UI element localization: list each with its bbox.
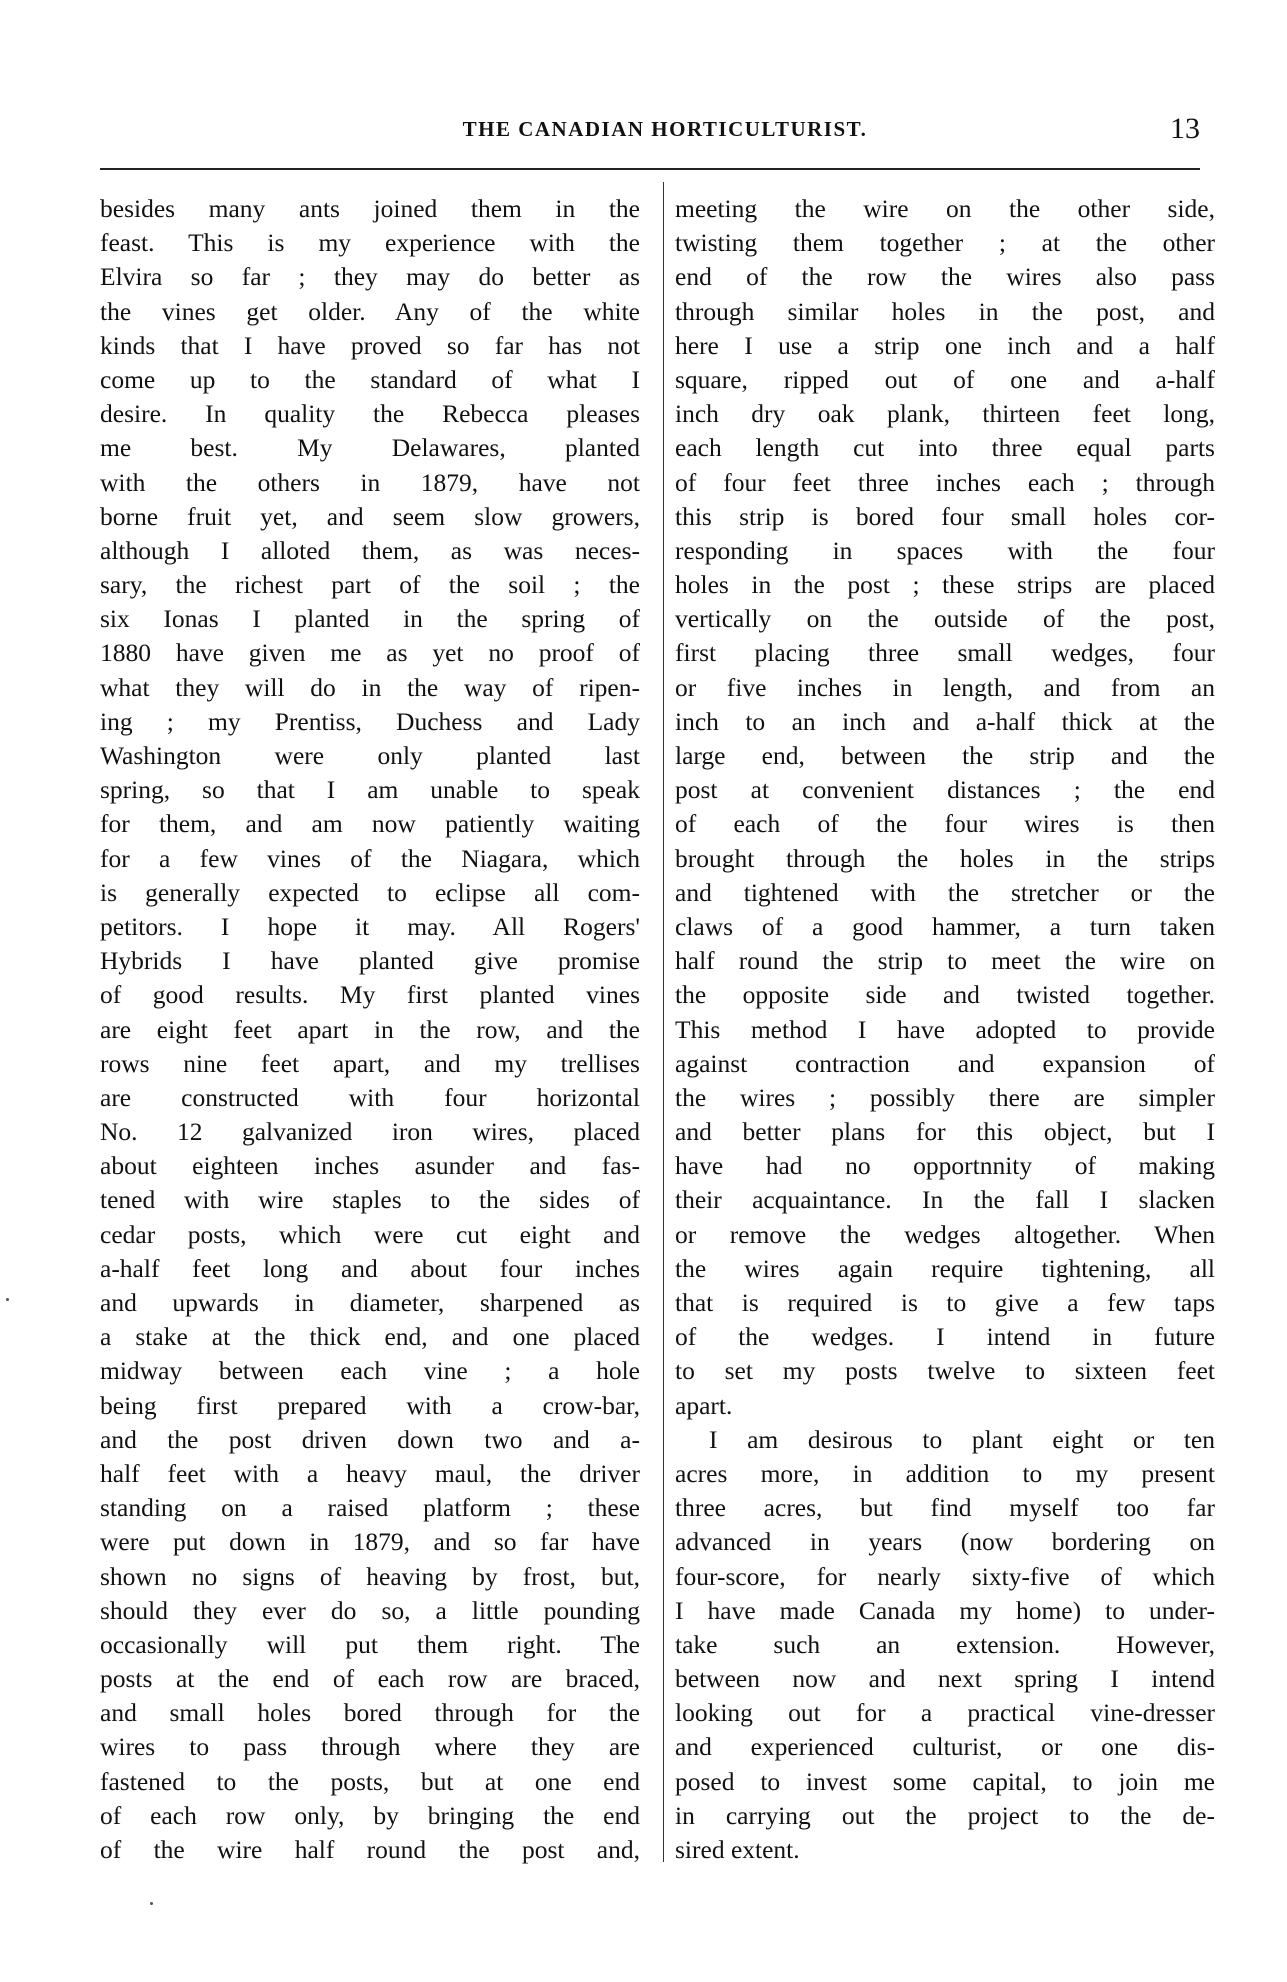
text-line: 1880 have given me as yet no proof of <box>100 638 640 668</box>
text-line: inch dry oak plank, thirteen feet long, <box>675 399 1215 429</box>
text-line: midway between each vine ; a hole <box>100 1356 640 1386</box>
text-line: and small holes bored through for the <box>100 1698 640 1728</box>
column-divider <box>663 182 664 1862</box>
text-line: is generally expected to eclipse all com- <box>100 877 640 907</box>
text-line: through similar holes in the post, and <box>675 296 1215 326</box>
text-line: against contraction and expansion of <box>675 1048 1215 1078</box>
text-line: that is required is to give a few taps <box>675 1288 1215 1317</box>
text-line: for a few vines of the Niagara, which <box>100 843 640 873</box>
text-line: vertically on the outside of the post, <box>675 604 1215 634</box>
text-line: brought through the holes in the strips <box>675 843 1215 873</box>
text-line: fastened to the posts, but at one end <box>100 1766 640 1796</box>
text-line: and the post driven down two and a- <box>100 1424 640 1454</box>
text-line: large end, between the strip and the <box>675 741 1215 770</box>
text-line: first placing three small wedges, four <box>675 638 1215 668</box>
text-line: Hybrids I have planted give promise <box>100 946 640 976</box>
text-line: being first prepared with a crow-bar, <box>100 1390 640 1420</box>
text-line: apart. <box>675 1390 733 1420</box>
text-line: feast. This is my experience with the <box>100 228 640 258</box>
text-line: have had no opportnnity of making <box>675 1151 1215 1181</box>
text-line: the opposite side and twisted together. <box>675 980 1215 1010</box>
text-line: between now and next spring I intend <box>675 1664 1215 1694</box>
text-line: a-half feet long and about four inches <box>100 1253 640 1283</box>
text-line: I have made Canada my home) to under- <box>675 1595 1215 1625</box>
text-line: borne fruit yet, and seem slow growers, <box>100 501 640 531</box>
text-line: petitors. I hope it may. All Rogers' <box>100 911 640 941</box>
text-line: for them, and am now patiently waiting <box>100 809 640 839</box>
text-line: a stake at the thick end, and one placed <box>100 1322 640 1352</box>
text-line: and experienced culturist, or one dis- <box>675 1732 1215 1762</box>
text-line: spring, so that I am unable to speak <box>100 775 640 805</box>
text-line: looking out for a practical vine-dresser <box>675 1698 1215 1728</box>
right-column <box>675 192 1215 1867</box>
text-line: Elvira so far ; they may do better as <box>100 262 640 292</box>
text-line: four-score, for nearly sixty-five of which <box>675 1561 1215 1591</box>
text-line: were put down in 1879, and so far have <box>100 1527 640 1557</box>
text-line: of the wire half round the post and, <box>100 1835 640 1864</box>
text-line: half feet with a heavy maul, the driver <box>100 1458 640 1488</box>
text-line: standing on a raised platform ; these <box>100 1493 640 1523</box>
text-line: post at convenient distances ; the end <box>675 775 1215 805</box>
text-line: three acres, but find myself too far <box>675 1493 1215 1523</box>
text-line: end of the row the wires also pass <box>675 262 1215 292</box>
text-line: are eight feet apart in the row, and the <box>100 1014 640 1044</box>
text-line: of the wedges. I intend in future <box>675 1322 1215 1352</box>
text-line: meeting the wire on the other side, <box>675 194 1215 223</box>
text-line: desire. In quality the Rebecca pleases <box>100 399 640 429</box>
text-line: the wires ; possibly there are simpler <box>675 1082 1215 1112</box>
text-line: I am desirous to plant eight or ten <box>709 1424 1215 1454</box>
text-line: the vines get older. Any of the white <box>100 296 640 326</box>
text-line: with the others in 1879, have not <box>100 467 640 497</box>
text-line: advanced in years (now bordering on <box>675 1527 1215 1557</box>
scan-speck <box>6 1298 9 1301</box>
text-line: of good results. My first planted vines <box>100 980 640 1010</box>
text-line: tened with wire staples to the sides of <box>100 1185 640 1215</box>
text-line: or remove the wedges altogether. When <box>675 1219 1215 1249</box>
text-line: six Ionas I planted in the spring of <box>100 604 640 634</box>
text-line: responding in spaces with the four <box>675 535 1215 565</box>
text-line: inch to an inch and a-half thick at the <box>675 706 1215 736</box>
text-line: sary, the richest part of the soil ; the <box>100 570 640 600</box>
text-line: posts at the end of each row are braced, <box>100 1664 640 1694</box>
text-line: to set my posts twelve to sixteen feet <box>675 1356 1215 1386</box>
text-line: acres more, in addition to my present <box>675 1458 1215 1488</box>
running-head <box>100 112 1200 146</box>
text-line: and tightened with the stretcher or the <box>675 877 1215 907</box>
text-line: me best. My Delawares, planted <box>100 433 640 463</box>
text-line: claws of a good hammer, a turn taken <box>675 911 1215 941</box>
text-line: their acquaintance. In the fall I slacken <box>675 1185 1215 1215</box>
text-line: of each row only, by bringing the end <box>100 1800 640 1830</box>
text-line: this strip is bored four small holes cor- <box>675 501 1215 531</box>
text-line: the wires again require tightening, all <box>675 1253 1215 1283</box>
text-line: sired extent. <box>675 1835 800 1864</box>
page-number: 13 <box>1170 112 1200 145</box>
text-line: cedar posts, which were cut eight and <box>100 1219 640 1249</box>
text-line: about eighteen inches asunder and fas- <box>100 1151 640 1181</box>
text-line: square, ripped out of one and a-half <box>675 364 1215 394</box>
text-line: twisting them together ; at the other <box>675 228 1215 258</box>
left-column <box>100 192 640 1867</box>
text-line: here I use a strip one inch and a half <box>675 330 1215 360</box>
text-line: This method I have adopted to provide <box>675 1014 1215 1044</box>
text-line: kinds that I have proved so far has not <box>100 330 640 360</box>
text-line: wires to pass through where they are <box>100 1732 640 1762</box>
text-line: ing ; my Prentiss, Duchess and Lady <box>100 706 640 736</box>
header-rule <box>100 168 1200 170</box>
text-line: posed to invest some capital, to join me <box>675 1766 1215 1796</box>
text-line: and upwards in diameter, sharpened as <box>100 1288 640 1317</box>
text-line: each length cut into three equal parts <box>675 433 1215 463</box>
text-line: and better plans for this object, but I <box>675 1117 1215 1147</box>
text-line: holes in the post ; these strips are placed <box>675 570 1215 600</box>
text-line: or five inches in length, and from an <box>675 672 1215 702</box>
text-line: Washington were only planted last <box>100 741 640 770</box>
text-line: take such an extension. However, <box>675 1629 1215 1659</box>
text-line: rows nine feet apart, and my trellises <box>100 1048 640 1078</box>
running-title: THE CANADIAN HORTICULTURIST. <box>462 117 868 141</box>
text-line: come up to the standard of what I <box>100 364 640 394</box>
text-line: of each of the four wires is then <box>675 809 1215 839</box>
text-line: of four feet three inches each ; through <box>675 467 1215 497</box>
text-line: half round the strip to meet the wire on <box>675 946 1215 976</box>
scan-speck <box>150 1902 153 1905</box>
text-line: should they ever do so, a little pounding <box>100 1595 640 1625</box>
text-line: occasionally will put them right. The <box>100 1629 640 1659</box>
text-line: although I alloted them, as was neces- <box>100 535 640 565</box>
text-line: No. 12 galvanized iron wires, placed <box>100 1117 640 1147</box>
text-line: in carrying out the project to the de- <box>675 1800 1215 1830</box>
text-line: are constructed with four horizontal <box>100 1082 640 1112</box>
text-line: what they will do in the way of ripen- <box>100 672 640 702</box>
text-line: shown no signs of heaving by frost, but, <box>100 1561 640 1591</box>
text-line: besides many ants joined them in the <box>100 194 640 223</box>
